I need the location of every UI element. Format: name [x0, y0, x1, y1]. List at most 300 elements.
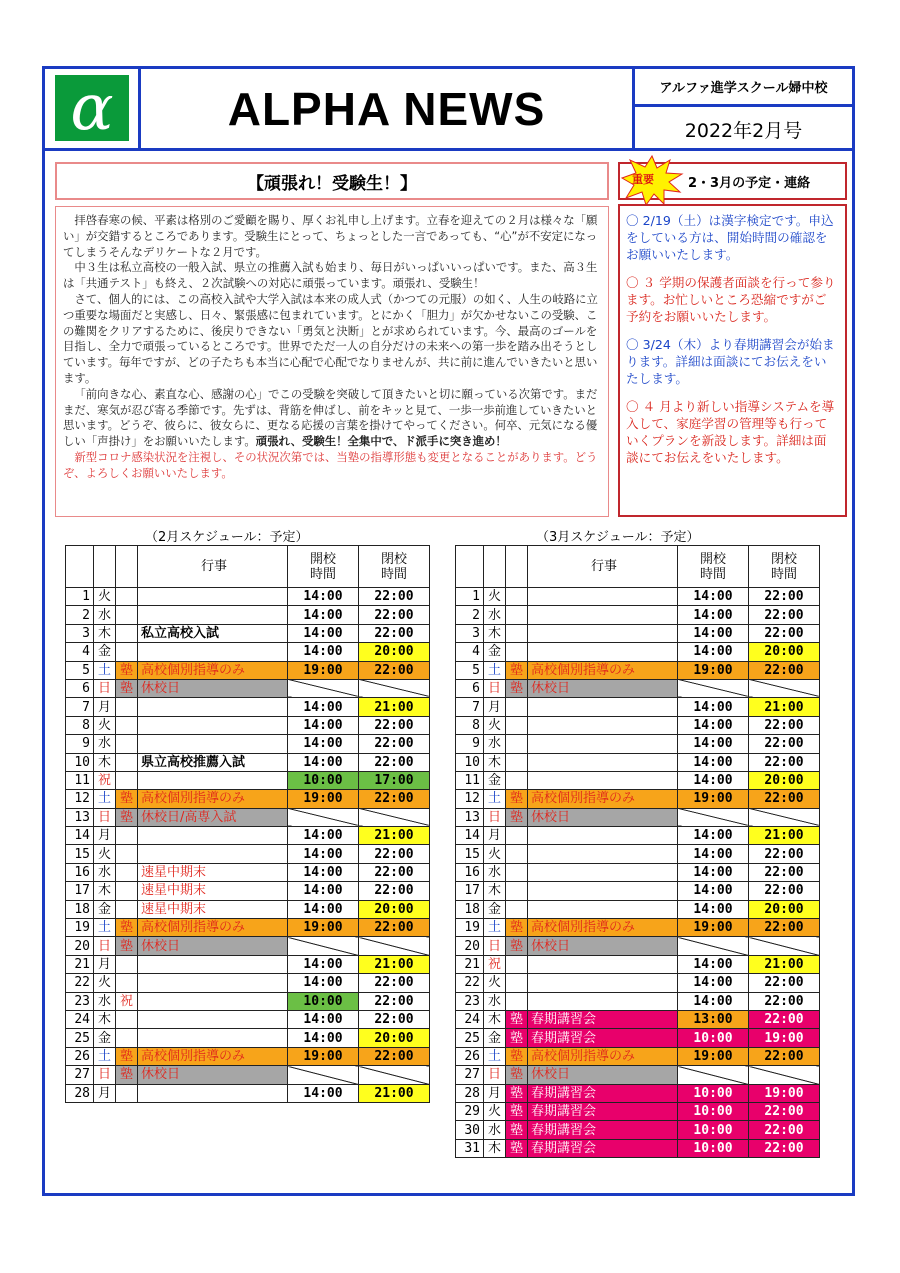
close-time-cell: 22:00 — [749, 992, 820, 1010]
event-cell: 休校日/高専入試 — [138, 808, 288, 826]
open-time-cell: 14:00 — [288, 1010, 359, 1028]
mar-caption: （3月スケジュール：予定） — [536, 530, 700, 545]
mark-cell — [506, 882, 528, 900]
mark-cell — [506, 974, 528, 992]
close-time-cell: 19:00 — [749, 1029, 820, 1047]
event-cell — [138, 716, 288, 734]
table-row — [456, 882, 820, 900]
close-time-cell: 21:00 — [749, 698, 820, 716]
table-header-row — [456, 546, 820, 588]
mark-cell — [116, 588, 138, 606]
day-cell: 9 — [456, 735, 484, 753]
header-open: 開校 時間 — [678, 546, 749, 588]
day-cell: 4 — [66, 643, 94, 661]
mark-cell — [506, 643, 528, 661]
letter-paragraph — [63, 387, 601, 450]
open-time-cell: 10:00 — [678, 1121, 749, 1139]
mark-cell: 塾 — [506, 1102, 528, 1120]
table-row — [456, 1139, 820, 1157]
day-cell: 26 — [456, 1047, 484, 1065]
close-time-cell: 22:00 — [749, 661, 820, 679]
mark-cell — [116, 863, 138, 881]
event-cell: 高校個別指導のみ — [528, 1047, 678, 1065]
open-time-cell: 14:00 — [678, 698, 749, 716]
table-row — [66, 790, 430, 808]
open-time-cell — [678, 808, 749, 826]
close-time-cell: 22:00 — [359, 661, 430, 679]
day-cell: 1 — [66, 588, 94, 606]
weekday-cell: 火 — [94, 974, 116, 992]
weekday-cell: 祝 — [484, 955, 506, 973]
weekday-cell: 金 — [94, 900, 116, 918]
table-row — [456, 1102, 820, 1120]
close-time-cell: 22:00 — [359, 624, 430, 642]
table-row — [456, 974, 820, 992]
mark-cell — [506, 955, 528, 973]
close-time-cell: 20:00 — [749, 643, 820, 661]
close-time-cell: 21:00 — [359, 827, 430, 845]
event-cell — [528, 955, 678, 973]
event-cell: 私立高校入試 — [138, 624, 288, 642]
mark-cell — [116, 716, 138, 734]
event-cell: 休校日 — [528, 679, 678, 697]
mark-cell: 塾 — [506, 1121, 528, 1139]
table-row — [66, 992, 430, 1010]
open-time-cell: 19:00 — [288, 1047, 359, 1065]
header-event: 行事 — [528, 546, 678, 588]
mark-cell: 塾 — [116, 919, 138, 937]
table-row — [456, 753, 820, 771]
day-cell: 15 — [66, 845, 94, 863]
event-cell — [138, 735, 288, 753]
weekday-cell: 日 — [94, 937, 116, 955]
close-time-cell — [749, 937, 820, 955]
event-cell — [528, 753, 678, 771]
close-time-cell: 22:00 — [749, 882, 820, 900]
weekday-cell: 金 — [484, 771, 506, 789]
weekday-cell: 水 — [484, 735, 506, 753]
table-row — [456, 588, 820, 606]
mark-cell: 塾 — [506, 919, 528, 937]
table-row — [456, 1047, 820, 1065]
table-row — [456, 679, 820, 697]
event-cell: 休校日 — [138, 1066, 288, 1084]
open-time-cell: 14:00 — [678, 624, 749, 642]
table-row — [66, 1029, 430, 1047]
table-row — [66, 735, 430, 753]
table-row — [66, 753, 430, 771]
close-time-cell: 22:00 — [359, 974, 430, 992]
day-cell: 30 — [456, 1121, 484, 1139]
header-info — [632, 69, 852, 151]
open-time-cell: 14:00 — [678, 974, 749, 992]
close-time-cell: 22:00 — [359, 1010, 430, 1028]
mark-cell — [506, 698, 528, 716]
close-time-cell: 17:00 — [359, 771, 430, 789]
close-time-cell: 21:00 — [749, 955, 820, 973]
weekday-cell: 月 — [484, 1084, 506, 1102]
letter-paragraph: 中３生は私立高校の一般入試、県立の推薦入試も始まり、毎日がいっぱいいっぱいです。また、高３生は「共通テスト」も終え、２次試験への対応に頑張っています。頑張れ、受験生！ — [63, 260, 598, 291]
table-row — [66, 882, 430, 900]
event-cell — [528, 992, 678, 1010]
close-time-cell: 22:00 — [359, 716, 430, 734]
letter-paragraph: 拝啓春寒の候、平素は格別のご愛顧を賜り、厚くお礼申し上げます。立春を迎えての２月は様々な「願い」が交錯するところであります。受験生にとって、ちょっとした一言であっても、“心”が不安定になってしまうそんなデリケートな２月です。 — [63, 213, 598, 259]
weekday-cell: 火 — [484, 974, 506, 992]
mark-cell — [116, 845, 138, 863]
table-row — [456, 992, 820, 1010]
close-time-cell: 22:00 — [749, 863, 820, 881]
weekday-cell: 木 — [484, 753, 506, 771]
close-time-cell: 22:00 — [359, 753, 430, 771]
mark-cell — [506, 624, 528, 642]
close-time-cell: 20:00 — [749, 771, 820, 789]
weekday-cell: 木 — [94, 1010, 116, 1028]
mark-cell — [506, 863, 528, 881]
open-time-cell: 14:00 — [288, 1029, 359, 1047]
open-time-cell: 14:00 — [678, 735, 749, 753]
important-badge — [620, 162, 686, 200]
close-time-cell — [359, 937, 430, 955]
close-time-cell: 21:00 — [749, 827, 820, 845]
weekday-cell: 木 — [94, 882, 116, 900]
mark-cell — [116, 1029, 138, 1047]
table-row — [456, 955, 820, 973]
close-time-cell: 22:00 — [359, 588, 430, 606]
mark-cell — [116, 624, 138, 642]
header-cell — [484, 546, 506, 588]
table-row — [456, 1029, 820, 1047]
close-time-cell: 22:00 — [359, 845, 430, 863]
table-row — [66, 955, 430, 973]
open-time-cell: 14:00 — [288, 882, 359, 900]
mark-cell: 塾 — [506, 679, 528, 697]
event-cell — [528, 882, 678, 900]
open-time-cell: 10:00 — [678, 1102, 749, 1120]
mark-cell: 塾 — [506, 1029, 528, 1047]
close-time-cell: 22:00 — [749, 845, 820, 863]
day-cell: 19 — [66, 919, 94, 937]
event-cell — [138, 771, 288, 789]
close-time-cell — [359, 808, 430, 826]
open-time-cell — [288, 937, 359, 955]
day-cell: 25 — [66, 1029, 94, 1047]
event-cell: 高校個別指導のみ — [528, 919, 678, 937]
weekday-cell: 月 — [484, 827, 506, 845]
event-cell: 速星中期末 — [138, 882, 288, 900]
event-cell — [528, 771, 678, 789]
weekday-cell: 水 — [94, 992, 116, 1010]
open-time-cell: 14:00 — [678, 827, 749, 845]
weekday-cell: 日 — [484, 1066, 506, 1084]
day-cell: 12 — [456, 790, 484, 808]
close-time-cell: 22:00 — [359, 735, 430, 753]
table-row — [66, 661, 430, 679]
day-cell: 16 — [66, 863, 94, 881]
mark-cell: 塾 — [116, 661, 138, 679]
event-cell: 休校日 — [528, 937, 678, 955]
open-time-cell: 19:00 — [288, 661, 359, 679]
event-cell — [528, 624, 678, 642]
open-time-cell: 14:00 — [678, 588, 749, 606]
close-time-cell: 22:00 — [749, 790, 820, 808]
open-time-cell: 19:00 — [288, 790, 359, 808]
close-time-cell: 22:00 — [359, 606, 430, 624]
weekday-cell: 木 — [484, 1139, 506, 1157]
event-cell: 春期講習会 — [528, 1139, 678, 1157]
event-cell: 県立高校推薦入試 — [138, 753, 288, 771]
table-row — [66, 716, 430, 734]
event-cell — [138, 827, 288, 845]
mark-cell: 塾 — [506, 1047, 528, 1065]
mar-schedule-table — [455, 545, 820, 1158]
mark-cell — [506, 716, 528, 734]
day-cell: 18 — [456, 900, 484, 918]
day-cell: 11 — [66, 771, 94, 789]
event-cell: 春期講習会 — [528, 1084, 678, 1102]
event-cell — [138, 606, 288, 624]
event-cell: 休校日 — [138, 679, 288, 697]
table-row — [456, 606, 820, 624]
close-time-cell: 20:00 — [749, 900, 820, 918]
day-cell: 23 — [456, 992, 484, 1010]
weekday-cell: 水 — [484, 992, 506, 1010]
event-cell: 春期講習会 — [528, 1102, 678, 1120]
table-row — [66, 845, 430, 863]
day-cell: 16 — [456, 863, 484, 881]
weekday-cell: 火 — [484, 1102, 506, 1120]
weekday-cell: 土 — [94, 661, 116, 679]
open-time-cell: 14:00 — [288, 753, 359, 771]
event-cell — [138, 1084, 288, 1102]
table-row — [456, 1010, 820, 1028]
weekday-cell: 水 — [94, 863, 116, 881]
weekday-cell: 日 — [94, 1066, 116, 1084]
open-time-cell: 10:00 — [288, 992, 359, 1010]
open-time-cell: 19:00 — [678, 661, 749, 679]
mark-cell — [506, 771, 528, 789]
open-time-cell: 14:00 — [678, 992, 749, 1010]
day-cell: 8 — [456, 716, 484, 734]
day-cell: 20 — [456, 937, 484, 955]
day-cell: 31 — [456, 1139, 484, 1157]
close-time-cell — [749, 808, 820, 826]
day-cell: 29 — [456, 1102, 484, 1120]
mark-cell — [506, 735, 528, 753]
weekday-cell: 日 — [484, 679, 506, 697]
weekday-cell: 月 — [94, 1084, 116, 1102]
header-cell — [116, 546, 138, 588]
table-row — [66, 808, 430, 826]
issue-date: 2022年2月号 — [684, 119, 803, 142]
open-time-cell: 19:00 — [678, 919, 749, 937]
day-cell: 13 — [66, 808, 94, 826]
feb-caption: （2月スケジュール：予定） — [145, 530, 309, 545]
open-time-cell: 14:00 — [288, 606, 359, 624]
close-time-cell: 22:00 — [749, 1121, 820, 1139]
table-row — [66, 1047, 430, 1065]
open-time-cell: 14:00 — [288, 716, 359, 734]
day-cell: 12 — [66, 790, 94, 808]
close-time-cell: 21:00 — [359, 698, 430, 716]
day-cell: 24 — [66, 1010, 94, 1028]
event-cell — [138, 845, 288, 863]
weekday-cell: 木 — [94, 753, 116, 771]
weekday-cell: 火 — [94, 716, 116, 734]
header-open: 開校 時間 — [288, 546, 359, 588]
weekday-cell: 金 — [484, 643, 506, 661]
important-header — [618, 162, 847, 200]
event-cell: 春期講習会 — [528, 1010, 678, 1028]
weekday-cell: 火 — [484, 716, 506, 734]
header-event: 行事 — [138, 546, 288, 588]
covid-notice: 新型コロナ感染状況を注視し、その状況次第では、当塾の指導形態も変更となることがあります。どうぞ、よろしくお願いいたします。 — [63, 449, 598, 480]
mark-cell: 祝 — [116, 992, 138, 1010]
alpha-logo — [55, 71, 129, 145]
mark-cell: 塾 — [506, 1066, 528, 1084]
close-time-cell: 22:00 — [749, 974, 820, 992]
close-time-cell: 19:00 — [749, 1084, 820, 1102]
mark-cell — [116, 606, 138, 624]
masthead-title: ALPHA NEWS — [227, 82, 546, 135]
mark-cell: 塾 — [116, 790, 138, 808]
event-cell: 高校個別指導のみ — [138, 790, 288, 808]
day-cell: 13 — [456, 808, 484, 826]
mark-cell: 塾 — [506, 661, 528, 679]
notice-item: 〇 2/19（土）は漢字検定です。申込をしている方は、開始時間の確認をお願いいたします。 — [626, 213, 834, 262]
table-row — [456, 863, 820, 881]
day-cell: 3 — [456, 624, 484, 642]
weekday-cell: 土 — [94, 919, 116, 937]
event-cell — [528, 588, 678, 606]
mark-cell — [506, 827, 528, 845]
open-time-cell: 14:00 — [288, 845, 359, 863]
event-cell — [138, 992, 288, 1010]
table-row — [456, 1121, 820, 1139]
table-row — [456, 808, 820, 826]
mark-cell — [116, 1084, 138, 1102]
weekday-cell: 月 — [484, 698, 506, 716]
mark-cell: 塾 — [116, 808, 138, 826]
open-time-cell: 14:00 — [678, 845, 749, 863]
table-row — [456, 937, 820, 955]
day-cell: 4 — [456, 643, 484, 661]
day-cell: 28 — [66, 1084, 94, 1102]
event-cell: 休校日 — [138, 937, 288, 955]
weekday-cell: 祝 — [94, 771, 116, 789]
day-cell: 11 — [456, 771, 484, 789]
event-cell — [528, 643, 678, 661]
day-cell: 28 — [456, 1084, 484, 1102]
day-cell: 7 — [456, 698, 484, 716]
close-time-cell: 22:00 — [359, 919, 430, 937]
open-time-cell: 14:00 — [288, 827, 359, 845]
table-row — [456, 624, 820, 642]
close-time-cell — [359, 1066, 430, 1084]
close-time-cell: 22:00 — [359, 790, 430, 808]
event-cell — [528, 735, 678, 753]
important-title: 2・3月の予定・連絡 — [688, 175, 811, 191]
weekday-cell: 金 — [484, 1029, 506, 1047]
mark-cell — [506, 992, 528, 1010]
mark-cell — [116, 900, 138, 918]
open-time-cell: 14:00 — [288, 624, 359, 642]
day-cell: 14 — [66, 827, 94, 845]
close-time-cell: 22:00 — [749, 1139, 820, 1157]
table-row — [66, 698, 430, 716]
mark-cell — [116, 771, 138, 789]
day-cell: 6 — [456, 679, 484, 697]
event-cell: 高校個別指導のみ — [528, 790, 678, 808]
close-time-cell: 22:00 — [749, 753, 820, 771]
open-time-cell: 14:00 — [288, 643, 359, 661]
alpha-logo-glyph: α — [70, 71, 114, 145]
day-cell: 14 — [456, 827, 484, 845]
mark-cell — [116, 1010, 138, 1028]
mark-cell: 塾 — [116, 1047, 138, 1065]
weekday-cell: 木 — [484, 624, 506, 642]
table-row — [66, 863, 430, 881]
important-badge-label: 重要 — [632, 173, 654, 186]
weekday-cell: 火 — [94, 845, 116, 863]
close-time-cell: 21:00 — [359, 1084, 430, 1102]
weekday-cell: 月 — [94, 698, 116, 716]
mark-cell — [116, 955, 138, 973]
table-row — [456, 661, 820, 679]
mark-cell — [506, 900, 528, 918]
letter-text: 「前向きな心、素直な心、感謝の心」でこの受験を突破して頂きたいと切に願っている次第です。まだまだ、寒気が忍び寄る季節です。先ずは、背筋を伸ばし、前をキッと見て、一歩一歩前進していきたいと思います。どうぞ、彼らに、彼女らに、更なる応援の言葉を掛けてやってください。何卒、元気になる優しい「声掛け」をお願いいたします。 — [63, 386, 598, 449]
weekday-cell: 火 — [94, 588, 116, 606]
header-cell — [94, 546, 116, 588]
table-row — [456, 919, 820, 937]
event-cell: 休校日 — [528, 808, 678, 826]
mark-cell: 塾 — [506, 937, 528, 955]
close-time-cell — [749, 679, 820, 697]
table-row — [456, 827, 820, 845]
table-row — [456, 716, 820, 734]
table-row — [66, 643, 430, 661]
mark-cell — [506, 606, 528, 624]
open-time-cell: 14:00 — [678, 882, 749, 900]
weekday-cell: 土 — [484, 919, 506, 937]
mark-cell — [506, 588, 528, 606]
close-time-cell: 21:00 — [359, 955, 430, 973]
event-cell — [138, 643, 288, 661]
day-cell: 10 — [456, 753, 484, 771]
day-cell: 15 — [456, 845, 484, 863]
mark-cell — [116, 827, 138, 845]
table-row — [66, 900, 430, 918]
event-cell: 速星中期末 — [138, 863, 288, 881]
mark-cell — [506, 845, 528, 863]
event-cell: 速星中期末 — [138, 900, 288, 918]
table-row — [66, 588, 430, 606]
day-cell: 26 — [66, 1047, 94, 1065]
weekday-cell: 土 — [484, 661, 506, 679]
mark-cell: 塾 — [506, 1084, 528, 1102]
open-time-cell: 19:00 — [678, 790, 749, 808]
mark-cell — [116, 753, 138, 771]
mark-cell — [116, 698, 138, 716]
day-cell: 7 — [66, 698, 94, 716]
open-time-cell: 14:00 — [678, 643, 749, 661]
mark-cell: 塾 — [506, 790, 528, 808]
event-cell: 高校個別指導のみ — [138, 1047, 288, 1065]
weekday-cell: 金 — [94, 643, 116, 661]
table-row — [456, 698, 820, 716]
day-cell: 22 — [66, 974, 94, 992]
event-cell: 高校個別指導のみ — [528, 661, 678, 679]
open-time-cell: 14:00 — [678, 955, 749, 973]
